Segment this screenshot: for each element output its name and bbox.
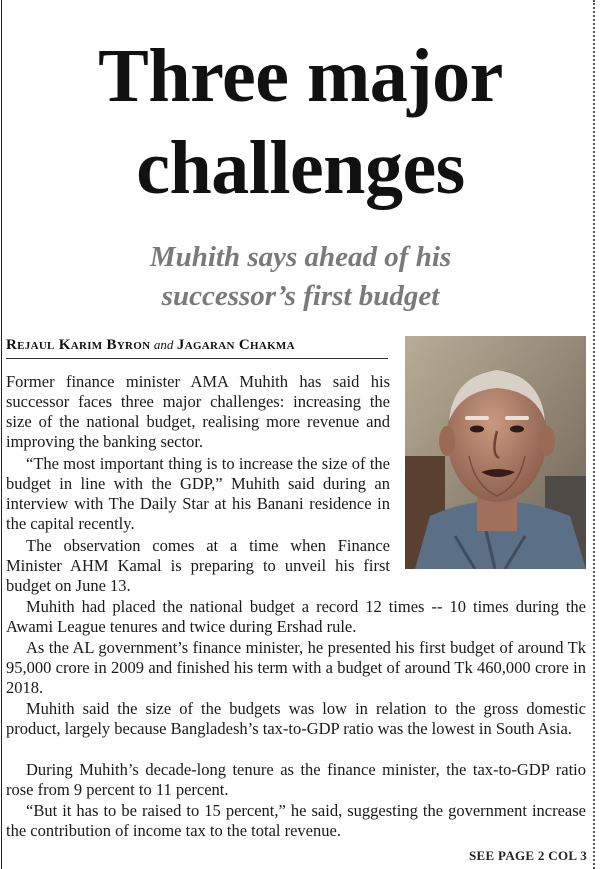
headline — [0, 30, 601, 214]
subheadline-line-2: successor’s first budget — [161, 280, 440, 312]
paragraph-4: Muhith had placed the national budget a record 12 times -- 10 times during the Awami League tenures and twice during Ershad rule. — [6, 597, 586, 636]
portrait-photo — [405, 336, 586, 569]
paragraph-3: The observation comes at a time when Finance Minister AHM Kamal is preparing to unveil his first budget on June 13. — [6, 536, 390, 595]
paragraph-8: “But it has to be raised to 15 percent,” he said, suggesting the government increase the contribution of income tax to the total revenue. — [6, 801, 586, 840]
headline-line-1: Three major — [98, 34, 503, 118]
headline-line-2: challenges — [136, 126, 465, 210]
byline-conjunction: and — [153, 337, 174, 352]
paragraph-1: Former finance minister AMA Muhith has said his successor faces three major challenges: increasing the size of the national budget, realising more revenue and improving the banking sector. — [6, 372, 390, 451]
author-1: Rejaul Karim Byron — [6, 337, 151, 353]
subheadline-line-1: Muhith says ahead of his — [149, 241, 452, 273]
paragraph-5: As the AL government’s finance minister, he presented his first budget of around Tk 95,000 crore in 2009 and finished his term with a budget of around Tk 460,000 crore in 2018. — [6, 638, 586, 697]
paragraph-7: During Muhith’s decade-long tenure as the finance minister, the tax-to-GDP ratio rose from 9 percent to 11 percent. — [6, 760, 586, 799]
paragraph-2: “The most important thing is to increase the size of the budget in line with the GDP,” Muhith said during an interview with The Daily Star at his Banani residence in the capital recently. — [6, 454, 390, 533]
continuation-note: SEE PAGE 2 COL 3 — [469, 848, 587, 863]
byline — [6, 337, 388, 359]
paragraph-6: Muhith said the size of the budgets was low in relation to the gross domestic product, largely because Bangladesh’s tax-to-GDP ratio was the lowest in South Asia. — [6, 699, 586, 738]
subheadline — [0, 238, 601, 316]
author-2: Jagaran Chakma — [176, 337, 295, 353]
